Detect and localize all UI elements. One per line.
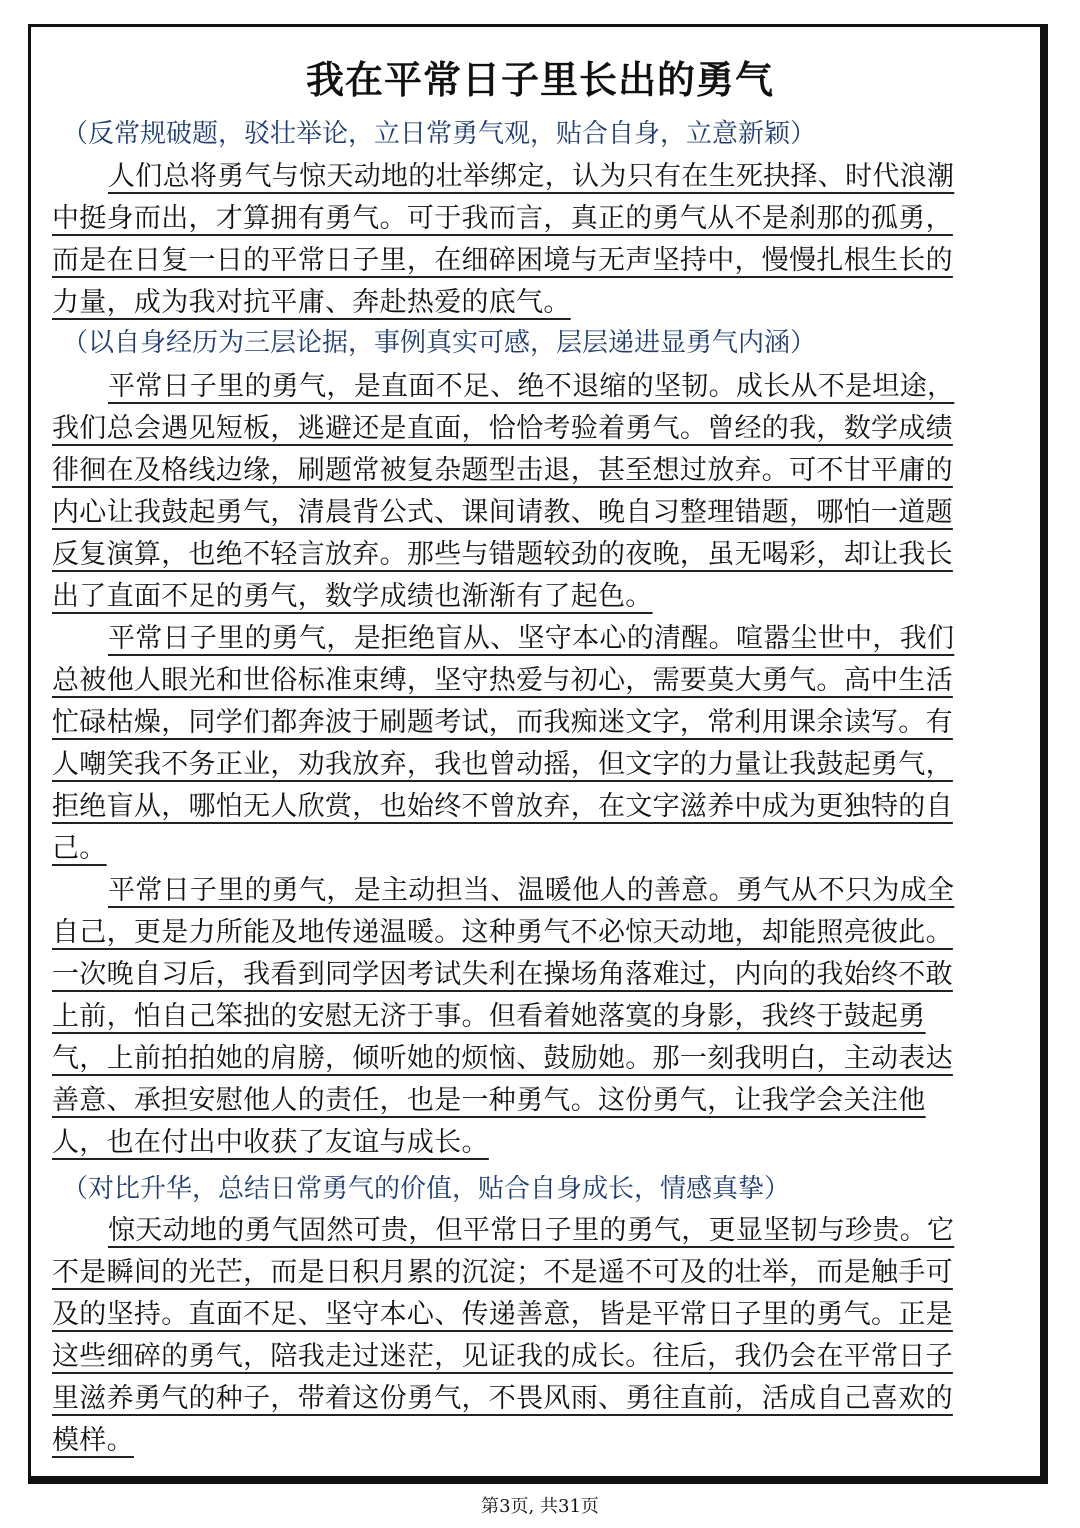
paragraph-body-2 <box>52 620 1012 872</box>
text-line: 这些细碎的勇气，陪我走过迷茫，见证我的成长。往后，我仍会在平常日子 <box>52 1341 953 1372</box>
text-line: 惊天动地的勇气固然可贵，但平常日子里的勇气，更显坚韧与珍贵。它 <box>108 1215 955 1246</box>
text-line: 内心让我鼓起勇气，清晨背公式、课间请教、晚自习整理错题，哪怕一道题 <box>52 497 953 528</box>
page-number: 第3页, 共31页 <box>481 1496 599 1517</box>
paragraph-conclusion <box>52 1212 1012 1464</box>
text-line: 拒绝盲从，哪怕无人欣赏，也始终不曾放弃，在文字滋养中成为更独特的自 <box>52 791 953 822</box>
text-line: 里滋养勇气的种子，带着这份勇气，不畏风雨、勇往直前，活成自己喜欢的 <box>52 1383 953 1414</box>
text-line: 人们总将勇气与惊天动地的壮举绑定，认为只有在生死抉择、时代浪潮 <box>108 161 955 192</box>
paragraph-intro <box>52 158 1012 326</box>
text-line: 及的坚持。直面不足、坚守本心、传递善意，皆是平常日子里的勇气。正是 <box>52 1299 953 1330</box>
annotation-conclusion: （对比升华，总结日常勇气的价值，贴合自身成长，情感真挚） <box>62 1174 791 1204</box>
essay-title: 我在平常日子里长出的勇气 <box>305 57 774 102</box>
text-line: 一次晚自习后，我看到同学因考试失利在操场角落难过，内向的我始终不敢 <box>52 959 953 990</box>
text-line: 忙碌枯燥，同学们都奔波于刷题考试，而我痴迷文字，常利用课余读写。有 <box>52 707 953 738</box>
annotation-intro: （反常规破题，驳壮举论，立日常勇气观，贴合自身，立意新颖） <box>62 119 817 149</box>
text-line: 平常日子里的勇气，是主动担当、温暖他人的善意。勇气从不只为成全 <box>108 875 955 906</box>
text-line: 人嘲笑我不务正业，劝我放弃，我也曾动摇，但文字的力量让我鼓起勇气， <box>52 749 953 780</box>
text-line: 善意、承担安慰他人的责任，也是一种勇气。这份勇气，让我学会关注他 <box>52 1085 926 1116</box>
text-line: 徘徊在及格线边缘，刷题常被复杂题型击退，甚至想过放弃。可不甘平庸的 <box>52 455 953 486</box>
text-line: 总被他人眼光和世俗标准束缚，坚守热爱与初心，需要莫大勇气。高中生活 <box>52 665 953 696</box>
text-line: 平常日子里的勇气，是直面不足、绝不退缩的坚韧。成长从不是坦途， <box>108 371 955 402</box>
text-line: 己。 <box>52 833 107 864</box>
text-line: 平常日子里的勇气，是拒绝盲从、坚守本心的清醒。喧嚣尘世中，我们 <box>108 623 955 654</box>
text-line: 气，上前拍拍她的肩膀，倾听她的烦恼、鼓励她。那一刻我明白，主动表达 <box>52 1043 953 1074</box>
text-line: 不是瞬间的光芒，而是日积月累的沉淀；不是遥不可及的壮举，而是触手可 <box>52 1257 953 1288</box>
text-line: 反复演算，也绝不轻言放弃。那些与错题较劲的夜晚，虽无喝彩，却让我长 <box>52 539 953 570</box>
text-line: 我们总会遇见短板，逃避还是直面，恰恰考验着勇气。曾经的我，数学成绩 <box>52 413 953 444</box>
text-line: 上前，怕自己笨拙的安慰无济于事。但看着她落寞的身影，我终于鼓起勇 <box>52 1001 926 1032</box>
text-line: 力量，成为我对抗平庸、奔赴热爱的底气。 <box>52 287 571 318</box>
annotation-body: （以自身经历为三层论据，事例真实可感，层层递进显勇气内涵） <box>62 328 817 358</box>
text-line: 中挺身而出，才算拥有勇气。可于我而言，真正的勇气从不是刹那的孤勇， <box>52 203 953 234</box>
text-line: 自己，更是力所能及地传递温暖。这种勇气不必惊天动地，却能照亮彼此。 <box>52 917 953 948</box>
text-line: 而是在日复一日的平常日子里，在细碎困境与无声坚持中，慢慢扎根生长的 <box>52 245 953 276</box>
paragraph-body-3 <box>52 872 1012 1166</box>
text-line: 出了直面不足的勇气，数学成绩也渐渐有了起色。 <box>52 581 653 612</box>
text-line: 人，也在付出中收获了友谊与成长。 <box>52 1127 489 1158</box>
paragraph-body-1 <box>52 368 1012 620</box>
text-line: 模样。 <box>52 1425 134 1456</box>
